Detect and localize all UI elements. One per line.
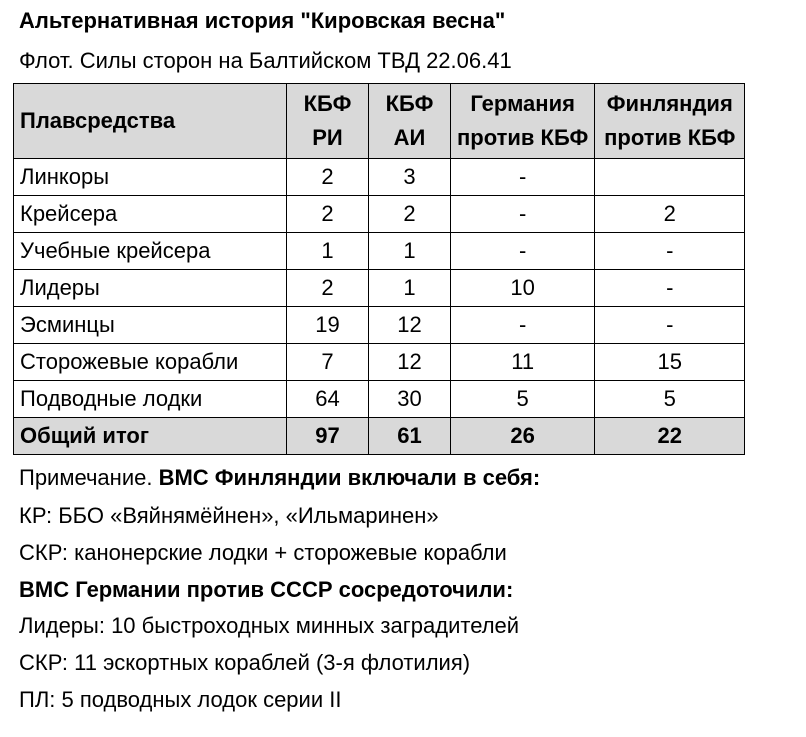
cell-kbf-ai: 3 [369, 159, 451, 196]
cell-germany: - [451, 233, 595, 270]
table-header-row [14, 84, 745, 159]
header-kbf-ri: КБФ РИ [287, 84, 369, 159]
cell-kbf-ri: 64 [287, 381, 369, 418]
cell-kbf-ri: 1 [287, 233, 369, 270]
page-title: Альтернативная история "Кировская весна" [19, 8, 506, 33]
table-total-row [14, 418, 745, 455]
note-germany-escorts: СКР: 11 эскортных кораблей (3-я флотилия) [19, 650, 471, 675]
note-prefix: Примечание. [19, 465, 159, 490]
row-name: Линкоры [14, 159, 287, 196]
cell-germany: 5 [451, 381, 595, 418]
cell-finland: 15 [595, 344, 745, 381]
cell-kbf-ai: 30 [369, 381, 451, 418]
cell-kbf-ai: 1 [369, 270, 451, 307]
row-name: Учебные крейсера [14, 233, 287, 270]
total-germany: 26 [451, 418, 595, 455]
cell-germany: 11 [451, 344, 595, 381]
row-name: Сторожевые корабли [14, 344, 287, 381]
note-finland-cruisers: КР: ББО «Вяйнямёйнен», «Ильмаринен» [19, 503, 439, 528]
table-row [14, 159, 745, 196]
cell-finland [595, 159, 745, 196]
forces-table [13, 83, 745, 455]
cell-kbf-ai: 2 [369, 196, 451, 233]
cell-finland: 2 [595, 196, 745, 233]
total-kbf-ri: 97 [287, 418, 369, 455]
header-finland: Финляндия против КБФ [595, 84, 745, 159]
cell-finland: - [595, 307, 745, 344]
note-finland-patrol: СКР: канонерские лодки + сторожевые корабли [19, 540, 507, 565]
table-row [14, 270, 745, 307]
cell-germany: - [451, 196, 595, 233]
note-finland-bold: ВМС Финляндии включали в себя: [158, 465, 541, 490]
cell-kbf-ai: 12 [369, 344, 451, 381]
note-germany-leaders: Лидеры: 10 быстроходных минных заградителей [19, 613, 520, 638]
cell-germany: - [451, 307, 595, 344]
cell-kbf-ri: 7 [287, 344, 369, 381]
cell-finland: - [595, 270, 745, 307]
table-row [14, 344, 745, 381]
note-germany-submarines: ПЛ: 5 подводных лодок серии II [19, 687, 342, 712]
cell-finland: 5 [595, 381, 745, 418]
header-germany: Германия против КБФ [451, 84, 595, 159]
cell-germany: 10 [451, 270, 595, 307]
note-germany-heading: ВМС Германии против СССР сосредоточили: [19, 577, 514, 602]
row-name: Крейсера [14, 196, 287, 233]
page-subtitle: Флот. Силы сторон на Балтийском ТВД 22.06.41 [19, 48, 512, 73]
header-vessels: Плавсредства [14, 84, 287, 159]
cell-kbf-ai: 12 [369, 307, 451, 344]
cell-kbf-ri: 2 [287, 196, 369, 233]
cell-kbf-ai: 1 [369, 233, 451, 270]
note-finland-heading [19, 463, 540, 493]
total-label: Общий итог [14, 418, 287, 455]
row-name: Эсминцы [14, 307, 287, 344]
row-name: Лидеры [14, 270, 287, 307]
table-row [14, 233, 745, 270]
table-row [14, 307, 745, 344]
table-row [14, 196, 745, 233]
table-row [14, 381, 745, 418]
cell-kbf-ri: 2 [287, 270, 369, 307]
total-finland: 22 [595, 418, 745, 455]
total-kbf-ai: 61 [369, 418, 451, 455]
header-kbf-ai: КБФ АИ [369, 84, 451, 159]
row-name: Подводные лодки [14, 381, 287, 418]
cell-finland: - [595, 233, 745, 270]
cell-kbf-ri: 19 [287, 307, 369, 344]
cell-germany: - [451, 159, 595, 196]
cell-kbf-ri: 2 [287, 159, 369, 196]
